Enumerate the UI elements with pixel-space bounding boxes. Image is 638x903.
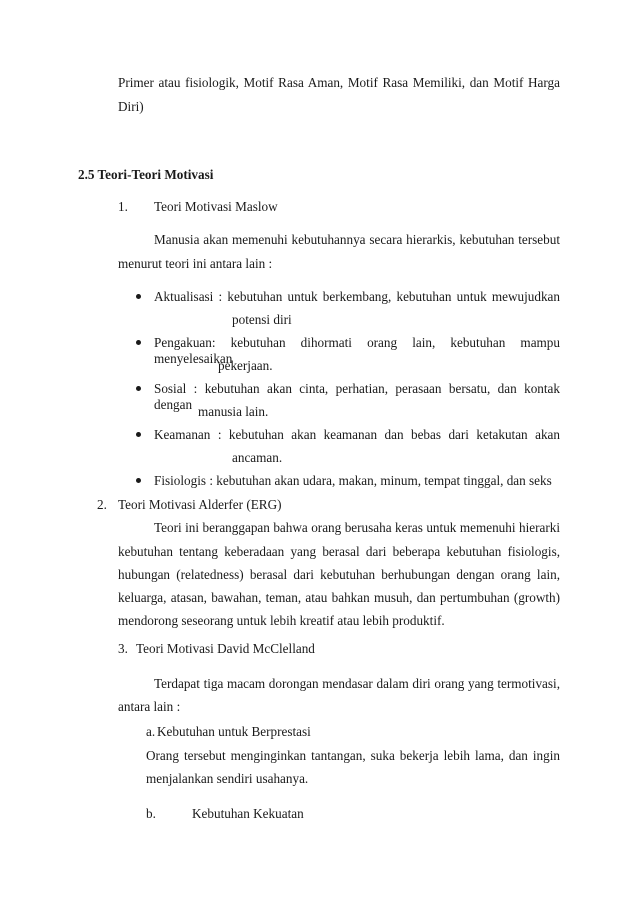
alderfer-line-2: kebutuhan tentang keberadaan yang berasal dari beberapa kebutuhan fisiologis, — [118, 544, 560, 559]
sub-b-title: Kebutuhan Kekuatan — [192, 806, 304, 821]
section-heading: 2.5 Teori-Teori Motivasi — [78, 167, 214, 182]
mcclelland-para-line-2: antara lain : — [118, 699, 181, 714]
mcclelland-title: Teori Motivasi David McClelland — [136, 641, 315, 656]
alderfer-line-1: Teori ini beranggapan bahwa orang berusaha keras untuk memenuhi hierarki — [154, 520, 560, 535]
bullet-aktualisasi-line-1: Aktualisasi : kebutuhan untuk berkembang, kebutuhan untuk mewujudkan — [154, 289, 560, 304]
mcclelland-para-line-1: Terdapat tiga macam dorongan mendasar dalam diri orang yang termotivasi, — [154, 676, 560, 691]
alderfer-line-3: hubungan (relatedness) berasal dari kebutuhan berhubungan dengan orang lain, — [118, 567, 560, 582]
alderfer-line-5: mendorong seseorang untuk lebih kreatif atau lebih produktif. — [118, 613, 445, 628]
bullet-dot — [136, 340, 141, 345]
sub-a-line-1: Orang tersebut menginginkan tantangan, suka bekerja lebih lama, dan ingin — [146, 748, 560, 763]
bullet-sosial-line-1: Sosial : kebutuhan akan cinta, perhatian, perasaan bersatu, dan kontak dengan — [154, 381, 560, 412]
bullet-keamanan-line-2: ancaman. — [232, 450, 283, 465]
maslow-number: 1. — [118, 199, 128, 214]
alderfer-line-4: keluarga, atasan, bawahan, teman, atau bahkan musuh, dan pertumbuhan (growth) — [118, 590, 560, 605]
bullet-dot — [136, 478, 141, 483]
sub-a-title: Kebutuhan untuk Berprestasi — [157, 724, 311, 739]
bullet-dot — [136, 386, 141, 391]
bullet-fisiologis-line-1: Fisiologis : kebutuhan akan udara, makan, minum, tempat tinggal, dan seks — [154, 473, 552, 488]
bullet-sosial-line-2: manusia lain. — [198, 404, 269, 419]
sub-b-label: b. — [146, 806, 156, 821]
maslow-para-line-1: Manusia akan memenuhi kebutuhannya secara hierarkis, kebutuhan tersebut — [154, 232, 560, 247]
alderfer-number: 2. — [97, 497, 107, 512]
intro-line-2: Diri) — [118, 99, 144, 114]
sub-a-line-2: menjalankan sendiri usahanya. — [146, 771, 309, 786]
bullet-dot — [136, 432, 141, 437]
bullet-dot — [136, 294, 141, 299]
bullet-aktualisasi-line-2: potensi diri — [232, 312, 292, 327]
maslow-title: Teori Motivasi Maslow — [154, 199, 278, 214]
maslow-para-line-2: menurut teori ini antara lain : — [118, 256, 273, 271]
sub-a-label: a. — [146, 724, 156, 739]
intro-line-1: Primer atau fisiologik, Motif Rasa Aman, Motif Rasa Memiliki, dan Motif Harga — [118, 75, 560, 90]
mcclelland-number: 3. — [118, 641, 128, 656]
alderfer-title: Teori Motivasi Alderfer (ERG) — [118, 497, 282, 512]
bullet-pengakuan-line-2: pekerjaan. — [218, 358, 273, 373]
bullet-keamanan-line-1: Keamanan : kebutuhan akan keamanan dan bebas dari ketakutan akan — [154, 427, 560, 442]
bullet-pengakuan-line-1: Pengakuan: kebutuhan dihormati orang lain, kebutuhan mampu menyelesaikan — [154, 335, 560, 366]
